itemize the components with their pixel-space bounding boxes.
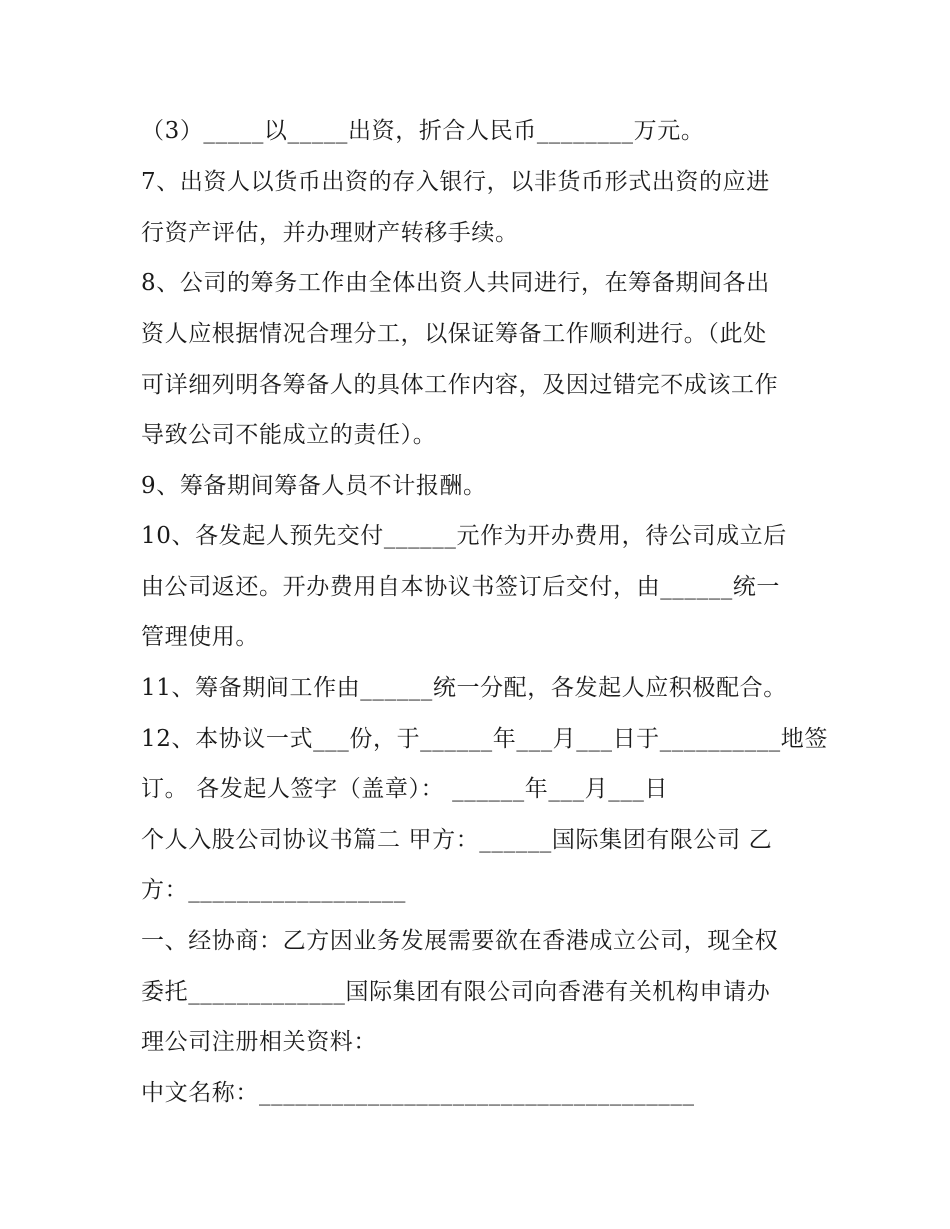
text-line: 委托_____________国际集团有限公司向香港有关机构申请办 [141,979,771,1005]
text-line: 9、筹备期间筹备人员不计报酬。 [141,473,487,499]
text-line: 订。 各发起人签字（盖章）： ______年___月___日 [141,776,669,802]
text-line: 方：__________________ [141,877,406,903]
text-line: 一、经协商：乙方因业务发展需要欲在香港成立公司，现全权 [141,928,779,954]
text-line: 中文名称：____________________________________ [141,1080,695,1106]
text-line: 行资产评估，并办理财产转移手续。 [141,220,519,246]
text-line: 7、出资人以货币出资的存入银行，以非货币形式出资的应进 [141,169,770,195]
text-line: 12、本协议一式___份，于______年___月___日于__________地签 [141,726,828,752]
text-line: 管理使用。 [141,624,259,650]
text-line: （3）_____以_____出资，折合人民币________万元。 [141,118,705,144]
text-line: 资人应根据情况合理分工，以保证筹备工作顺利进行。（此处 [141,321,767,347]
text-line: 导致公司不能成立的责任）。 [141,422,437,448]
text-line: 10、各发起人预先交付______元作为开办费用，待公司成立后 [141,523,787,549]
text-line: 可详细列明各筹备人的具体工作内容，及因过错完不成该工作 [141,372,779,398]
text-line: 8、公司的筹务工作由全体出资人共同进行，在筹备期间各出 [141,270,770,296]
text-line: 由公司返还。开办费用自本协议书签订后交付，由______统一 [141,574,780,600]
text-line: 11、筹备期间工作由______统一分配，各发起人应积极配合。 [141,675,787,701]
text-line: 理公司注册相关资料： [141,1029,377,1055]
text-line: 个人入股公司协议书篇二 甲方：______国际集团有限公司 乙 [141,827,773,853]
